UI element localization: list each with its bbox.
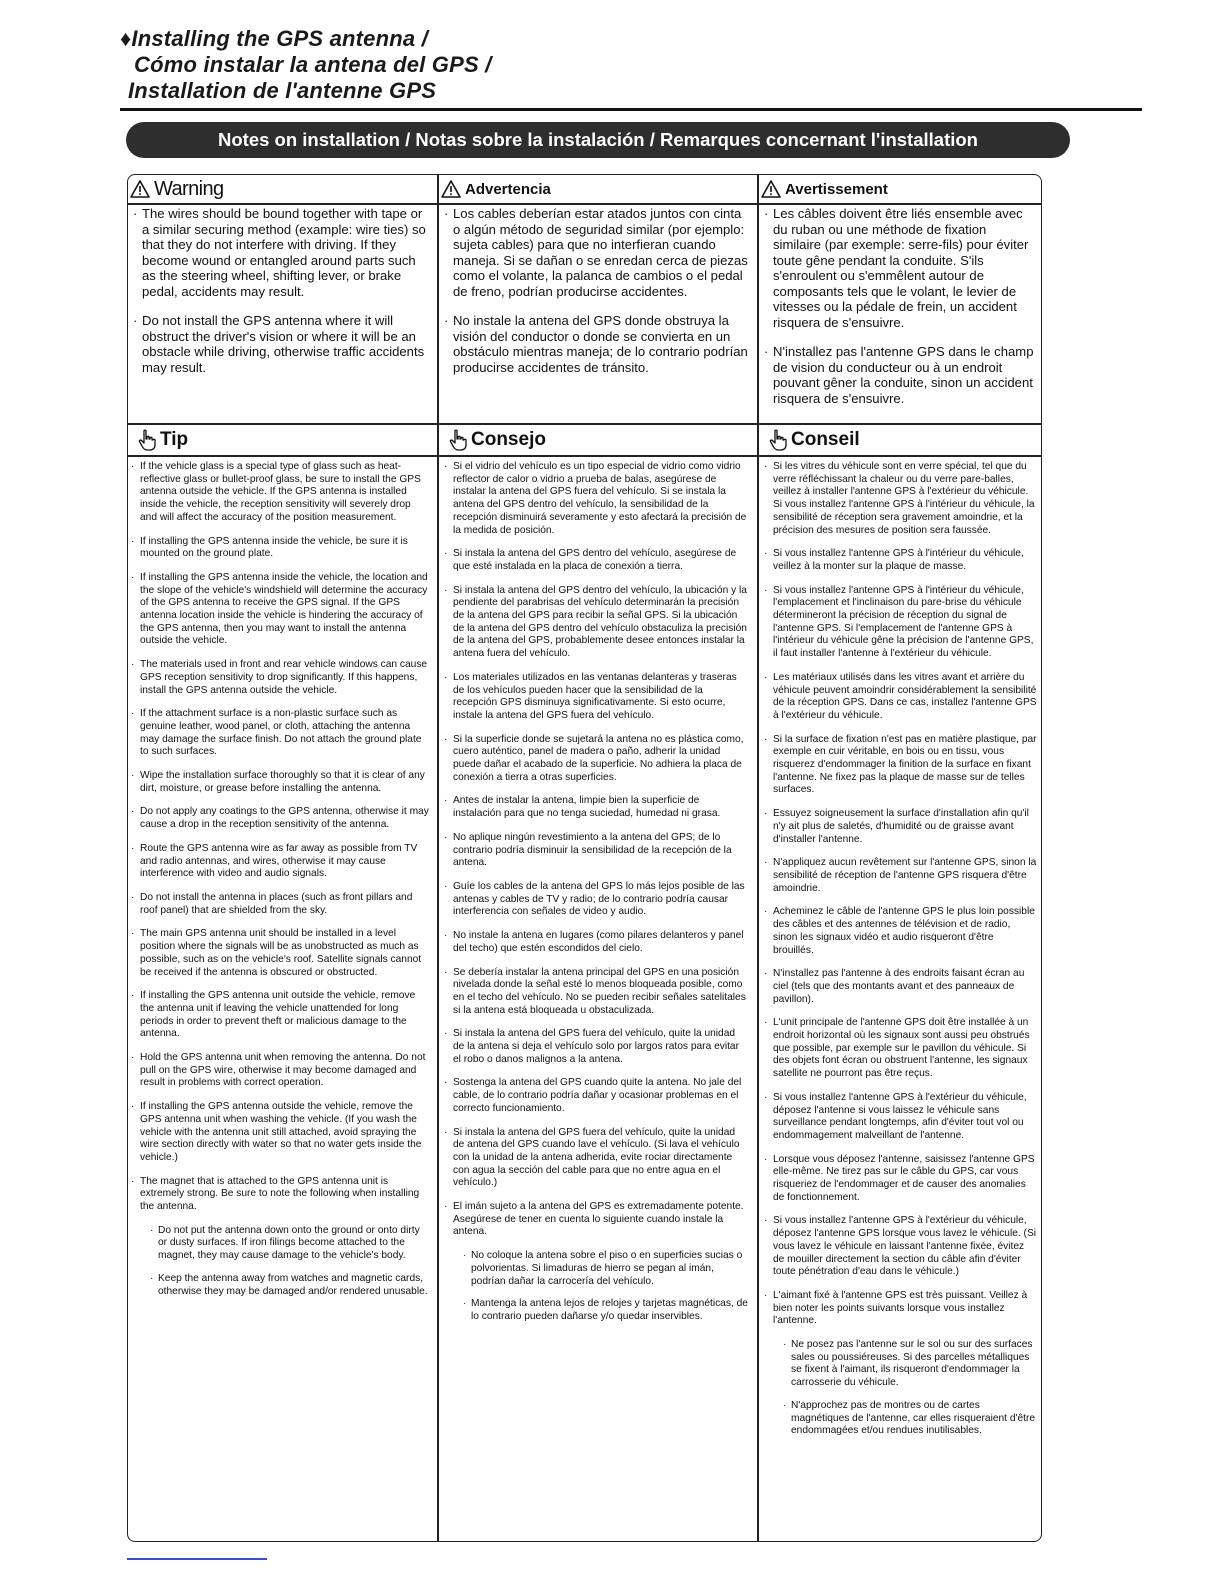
tip-item: · Les matériaux utilisés dans les vitres avant et arrière du véhicule peuvent amoindrir considérablement la sensibilité de la réception GPS. Dans ce cas, installez l'antenne GPS à l'extérieur du véhicule. (763, 672, 1037, 723)
tip-item: · Si vous installez l'antenne GPS à l'intérieur du véhicule, veillez à la monter sur la plaque de masse. (763, 548, 1037, 573)
tip-item: · If installing the GPS antenna outside the vehicle, remove the GPS antenna unit when washing the vehicle. (If you wash the vehicle with the antenna unit still attached, avoid spraying the wire section directly with water so that no water gets inside the vehicle.) (130, 1101, 429, 1165)
title-spanish: Cómo instalar la antena del GPS / (134, 52, 492, 77)
tip-item: · Hold the GPS antenna unit when removing the antenna. Do not pull on the GPS wire, otherwise it may become damaged and result in problems with correct operation. (130, 1052, 429, 1090)
tip-heading-en (128, 425, 437, 455)
tip-subitem: · No coloque la antena sobre el piso o en superficies sucias o polvorientas. Si limaduras de hierro se pegan al imán, podrían dañar la carrocería del vehículo. (443, 1250, 749, 1288)
tip-item: · Lorsque vous déposez l'antenne, saisissez l'antenne GPS elle-même. Ne tirez pas sur le câble du GPS, car vous risqueriez de l'endommager et de causer des anomalies de fonctionnement. (763, 1154, 1037, 1205)
tip-item: · If installing the GPS antenna unit outside the vehicle, remove the antenna unit if leaving the vehicle unattended for long periods in order to prevent theft or malicious damage to the antenna. (130, 990, 429, 1041)
tip-item: · The main GPS antenna unit should be installed in a level position where the signals will be as unobstructed as much as possible, such as on the vehicle's roof. Satellite signals cannot be received if the antenna is obscured or obstructed. (130, 928, 429, 979)
tip-item: · No aplique ningún revestimiento a la antena del GPS; de lo contrario podría disminuir la sensibilidad de la recepción de la antena. (443, 832, 749, 870)
warning-body-en (128, 205, 437, 423)
warning-heading-fr (759, 175, 1042, 203)
tip-item: · Essuyez soigneusement la surface d'installation afin qu'il n'y ait plus de saletés, d'humidité ou de graisse avant d'installer l'antenne. (763, 808, 1037, 846)
tip-item: · Si instala la antena del GPS dentro del vehículo, la ubicación y la pendiente del parabrisas del vehículo determinarán la precisión de la antena del GPS para recibir la señal GPS. Si la ubicación de la antena del GPS dentro del vehículo obstaculiza la precisión de la antena del GPS, probablemente desee entonces instalar la antena fuera del vehículo. (443, 585, 749, 661)
tip-item: · No instale la antena en lugares (como pilares delanteros y panel del techo) que estén escondidos del cielo. (443, 930, 749, 955)
tip-subitem: · Do not put the antenna down onto the ground or onto dirty or dusty surfaces. If iron filings become attached to the magnet, they may cause damage to the vehicle's body. (130, 1225, 429, 1263)
tip-heading-fr (759, 425, 1042, 455)
tip-item: · Si vous installez l'antenne GPS à l'intérieur du véhicule, l'emplacement et l'inclinaison du pare-brise du véhicule détermineront la précision de réception du signal de l'antenne GPS. Si l'emplacement de l'antenne GPS à l'intérieur du véhicule gêne la précision de l'antenne GPS, il faut installer l'antenne à l'extérieur du véhicule. (763, 585, 1037, 661)
warning-heading-es (439, 175, 757, 203)
warning-triangle-icon (761, 180, 781, 198)
warning-item: · N'installez pas l'antenne GPS dans le champ de vision du conducteur ou à un endroit pouvant gêner la conduite, sinon un accident risquera de s'ensuivre. (763, 344, 1037, 406)
pointing-hand-icon (449, 429, 467, 451)
tip-subitem: · Mantenga la antena lejos de relojes y tarjetas magnéticas, de lo contrario pueden dañarse y/o quedar inservibles. (443, 1298, 749, 1323)
tip-item: · Si la superficie donde se sujetará la antena no es plástica como, cuero auténtico, panel de madera o paño, adherir la unidad puede dañar el acabado de la superficie. No adhiera la placa de conexión a tierra a otras superficies. (443, 734, 749, 785)
warning-heading-text: Advertencia (465, 180, 551, 198)
warning-item: · No instale la antena del GPS donde obstruya la visión del conductor o donde se convierta en un obstáculo mientras maneja; de lo contrario podrían producirse accidentes de tránsito. (443, 313, 749, 375)
section-banner-text: Notes on installation / Notas sobre la instalación / Remarques concernant l'installation (218, 129, 978, 150)
tip-item: · El imán sujeto a la antena del GPS es extremadamente potente. Asegúrese de tener en cuenta lo siguiente cuando instale la antena. (443, 1201, 749, 1239)
title-french: Installation de l'antenne GPS (128, 78, 437, 103)
section-banner (126, 122, 1070, 158)
title-english: ♦Installing the GPS antenna / (120, 26, 428, 51)
tip-item: · Antes de instalar la antena, limpie bien la superficie de instalación para que no tenga suciedad, humedad ni grasa. (443, 795, 749, 820)
tip-item: · N'appliquez aucun revêtement sur l'antenne GPS, sinon la sensibilité de réception de l'antenne GPS risquera d'être amoindrie. (763, 857, 1037, 895)
tip-item: · Se debería instalar la antena principal del GPS en una posición nivelada donde la señal esté lo menos bloqueada posible, como en el techo del vehículo. No se pueden recibir señales satelitales si la antena está bloqueada u obstaculizada. (443, 967, 749, 1018)
tip-item: · Si instala la antena del GPS fuera del vehículo, quite la unidad de antena del GPS cuando lave el vehículo. (Si lava el vehículo con la unidad de la antena adherida, evite rociar directamente con agua la sección del cable para que no entre agua en el vehículo.) (443, 1127, 749, 1191)
tip-heading-text: Tip (160, 429, 189, 450)
warning-item: · Los cables deberían estar atados juntos con cinta o algún método de seguridad similar (por ejemplo: sujeta cables) para que no interfieran cuando maneja. Si se dañan o se enredan cerca de piezas como el volante, la palanca de cambios o el pedal de freno, podrían producirse accidentes. (443, 206, 749, 299)
warning-body-fr (759, 205, 1042, 423)
tip-item: · L'unit principale de l'antenne GPS doit être installée à un endroit horizontal où les signaux sont aussi peu obstrués que possible, par exemple sur le pavillon du véhicule. Si des objets font écran ou obstruent l'antenne, les signaux satellite ne pourront pas être reçus. (763, 1017, 1037, 1081)
warning-item: · Les câbles doivent être liés ensemble avec du ruban ou une méthode de fixation similaire (par exemple: serre-fils) pour éviter toute gêne pendant la conduite. S'ils s'enroulent ou s'emmêlent autour de composants tels que le volant, le levier de vitesses ou la pédale de frein, un accident risquera de s'ensuivre. (763, 206, 1037, 330)
tip-subitem: · Ne posez pas l'antenne sur le sol ou sur des surfaces sales ou poussiéreuses. Si des parcelles métalliques se fixent à l'aimant, ils risqueront d'endommager la carrosserie du véhicule. (763, 1339, 1037, 1390)
tip-item: · Do not install the antenna in places (such as front pillars and roof panel) that are shielded from the sky. (130, 892, 429, 917)
tip-item: · N'installez pas l'antenne à des endroits faisant écran au ciel (tels que des montants avant et des panneaux de pavillon). (763, 968, 1037, 1006)
tip-item: · Si la surface de fixation n'est pas en matière plastique, par exemple en cuir véritable, en bois ou en tissu, vous risquerez d'endommager la finition de la surface en fixant l'antenne. Ne fixez pas la plaque de masse sur de telles surfaces. (763, 734, 1037, 798)
tip-item: · If the vehicle glass is a special type of glass such as heat-reflective glass or bullet-proof glass, be sure to install the GPS antenna outside the vehicle. If the GPS antenna is installed inside the vehicle, the reception sensitivity will severely drop and will affect the accuracy of the position measurement. (130, 461, 429, 525)
notes-table (127, 174, 1042, 1542)
tip-item: · The materials used in front and rear vehicle windows can cause GPS reception sensitivity to drop significantly. If this happens, install the GPS antenna outside the vehicle. (130, 659, 429, 697)
tip-item: · If installing the GPS antenna inside the vehicle, be sure it is mounted on the ground plate. (130, 536, 429, 561)
warning-triangle-icon (441, 180, 461, 198)
warning-heading-en (128, 175, 437, 203)
tip-item: · Sostenga la antena del GPS cuando quite la antena. No jale del cable, de lo contrario podría dañar y ocasionar problemas en el correcto funcionamiento. (443, 1077, 749, 1115)
tip-item: · Si les vitres du véhicule sont en verre spécial, tel que du verre réfléchissant la chaleur ou du verre pare-balles, veillez à installer l'antenne GPS à l'extérieur du véhicule. Si vous installez l'antenne GPS à l'intérieur du véhicule, la sensibilité de réception sera gravement amoindrie, et la précision des mesures de position sera faussée. (763, 461, 1037, 537)
tip-item: · Los materiales utilizados en las ventanas delanteras y traseras de los vehículos pueden hacer que la sensibilidad de la recepción GPS disminuya significativamente. Si esto ocurre, instale la antena del GPS fuera del vehículo. (443, 672, 749, 723)
tip-heading-text: Consejo (471, 429, 546, 450)
footer-link-underline (127, 1558, 267, 1560)
row-divider (128, 455, 1041, 457)
tip-subitem: · N'approchez pas de montres ou de cartes magnétiques de l'antenne, car elles risqueraient d'être endommagées et/ou rendues inutilisables. (763, 1400, 1037, 1438)
tip-item: · Si vous installez l'antenne GPS à l'extérieur du véhicule, déposez l'antenne GPS lorsque vous lavez le véhicule. (Si vous lavez le véhicule en laissant l'antenne fixée, évitez de mouiller directement la section du câble afin d'éviter toute pénétration d'eau dans le véhicule.) (763, 1215, 1037, 1279)
warning-body-es (439, 205, 757, 423)
tip-item: · If the attachment surface is a non-plastic surface such as genuine leather, wood panel, or cloth, attaching the antenna may damage the surface finish. Do not attach the ground plate to such surfaces. (130, 708, 429, 759)
tip-item: · The magnet that is attached to the GPS antenna unit is extremely strong. Be sure to note the following when installing the antenna. (130, 1176, 429, 1214)
tip-item: · Acheminez le câble de l'antenne GPS le plus loin possible des câbles et des antennes de télévision et de radio, sinon les signaux vidéo et audio risqueront d'être brouillés. (763, 906, 1037, 957)
warning-item: · Do not install the GPS antenna where it will obstruct the driver's vision or where it will be an obstacle while driving, otherwise traffic accidents may result. (132, 313, 429, 375)
tip-body-fr (759, 461, 1042, 1541)
tip-item: · Si vous installez l'antenne GPS à l'extérieur du véhicule, déposez l'antenne si vous laissez le véhicule sans surveillance pendant longtemps, afin d'éviter tout vol ou endommagement malveillant de l'antenne. (763, 1092, 1037, 1143)
tip-heading-text: Conseil (791, 429, 860, 450)
warning-heading-text: Warning (154, 177, 224, 200)
tip-item: · L'aimant fixé à l'antenne GPS est très puissant. Veillez à bien noter les points suivants lorsque vous installez l'antenne. (763, 1290, 1037, 1328)
tip-subitem: · Keep the antenna away from watches and magnetic cards, otherwise they may be damaged and/or rendered unusable. (130, 1273, 429, 1298)
tip-item: · Wipe the installation surface thoroughly so that it is clear of any dirt, moisture, or grease before installing the antenna. (130, 770, 429, 795)
pointing-hand-icon (138, 429, 156, 451)
tip-body-en (128, 461, 437, 1541)
warning-triangle-icon (130, 180, 150, 198)
tip-item: · Do not apply any coatings to the GPS antenna, otherwise it may cause a drop in the reception sensitivity of the antenna. (130, 806, 429, 831)
header-rule (120, 108, 1142, 111)
tip-item: · Si el vidrio del vehículo es un tipo especial de vidrio como vidrio reflector de calor o vidrio a prueba de balas, asegúrese de instalar la antena del GPS fuera del vehículo. Si se instala la antena del GPS dentro del vehículo, la sensibilidad de la recepción disminuirá severamente y esto afectará la precisión de la medida de posición. (443, 461, 749, 537)
pointing-hand-icon (769, 429, 787, 451)
tip-item: · Si instala la antena del GPS dentro del vehículo, asegúrese de que esté instalada en la placa de conexión a tierra. (443, 548, 749, 573)
tip-item: · If installing the GPS antenna inside the vehicle, the location and the slope of the vehicle's windshield will determine the accuracy of the GPS antenna to receive the GPS signal. If the GPS antenna location inside the vehicle is hindering the accuracy of the GPS antenna, then you may want to install the antenna outside the vehicle. (130, 572, 429, 648)
tip-heading-es (439, 425, 757, 455)
page-title (120, 26, 740, 104)
warning-heading-text: Avertissement (785, 180, 888, 198)
tip-item: · Guíe los cables de la antena del GPS lo más lejos posible de las antenas y cables de TV y radio; de lo contrario podría causar interferencia con señales de video y audio. (443, 881, 749, 919)
tip-body-es (439, 461, 757, 1541)
tip-item: · Route the GPS antenna wire as far away as possible from TV and radio antennas, and wires, otherwise it may cause interference with video and audio signals. (130, 843, 429, 881)
warning-item: · The wires should be bound together with tape or a similar securing method (example: wire ties) so that they do not interfere with driving. If they become wound or entangled around parts such as the steering wheel, shifting lever, or brake pedal, accidents may result. (132, 206, 429, 299)
tip-item: · Si instala la antena del GPS fuera del vehículo, quite la unidad de la antena si deja el vehículo solo por largos ratos para evitar el robo o danos malignos a la antena. (443, 1028, 749, 1066)
